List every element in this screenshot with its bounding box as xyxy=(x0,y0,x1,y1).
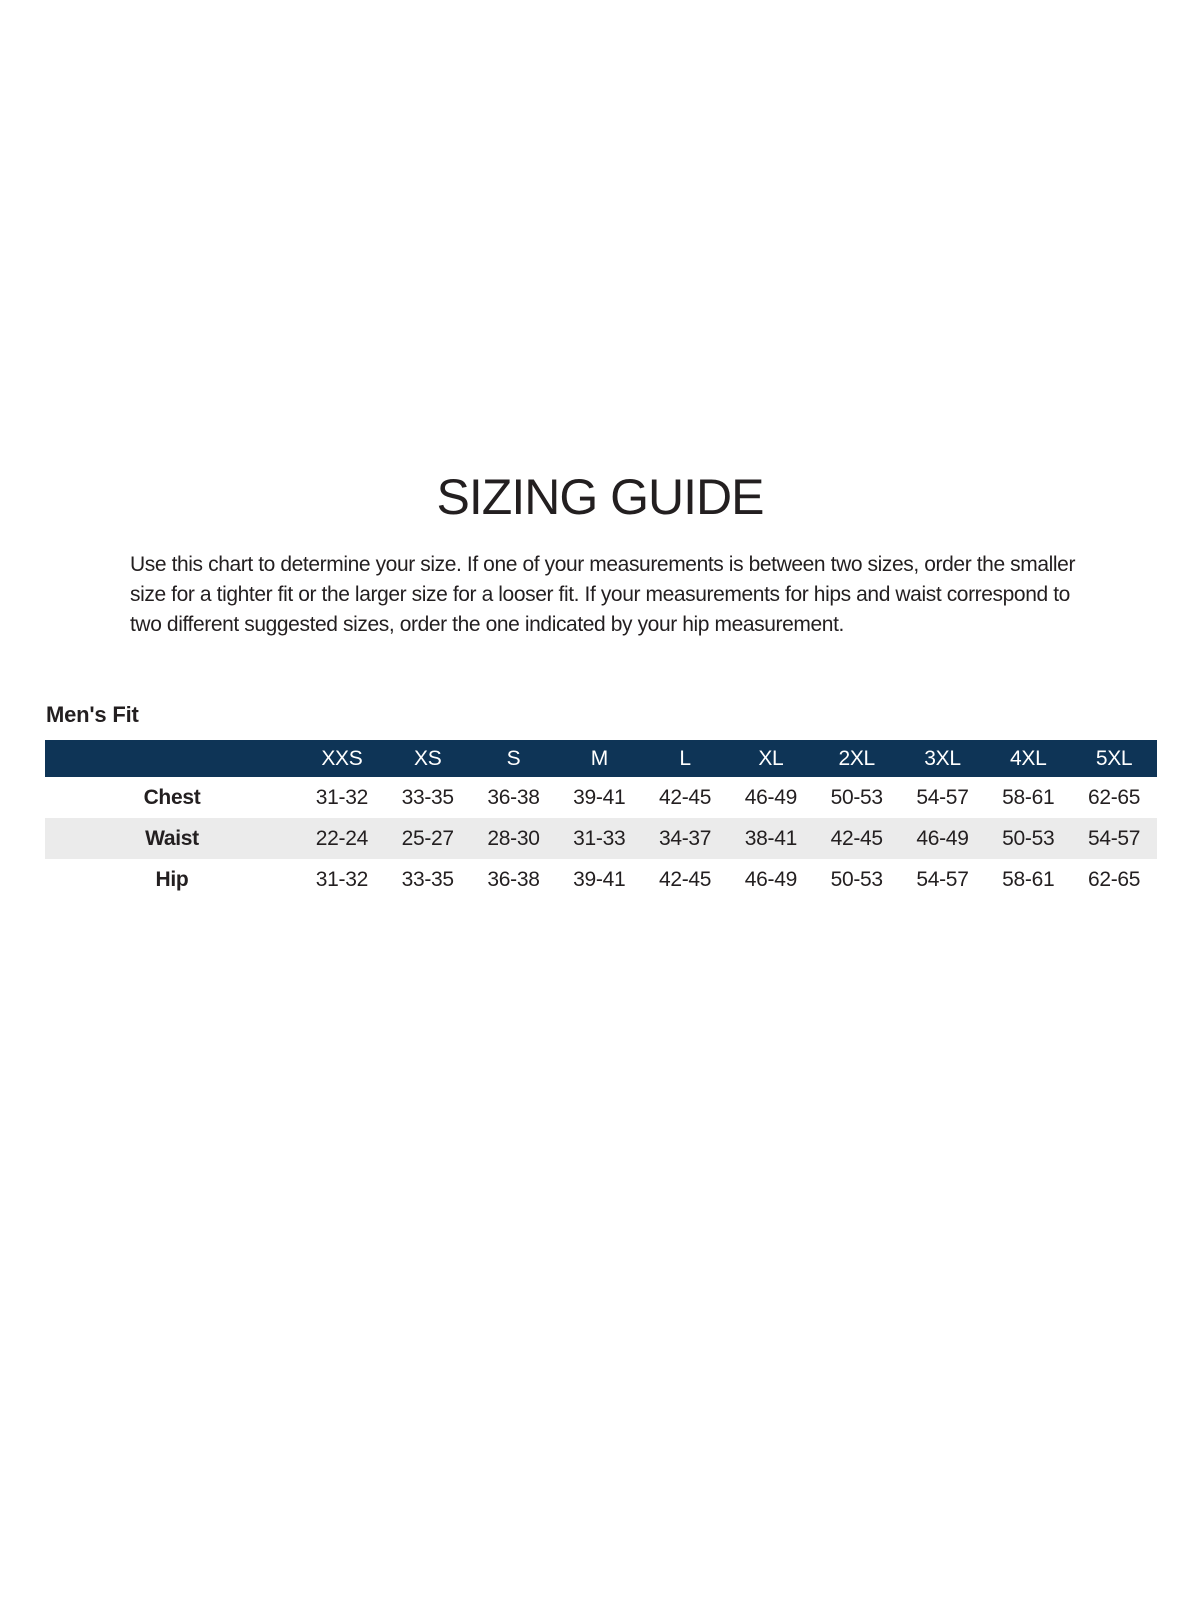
measurement-cell: 36-38 xyxy=(487,785,540,809)
intro-line-1: Use this chart to determine your size. If one of your measurements is between two sizes, order the smaller xyxy=(130,553,1076,576)
intro-line-3: two different suggested sizes, order the one indicated by your hip measurement. xyxy=(130,613,844,636)
measurement-cell: 42-45 xyxy=(658,867,712,891)
measurement-cell: 46-49 xyxy=(744,867,797,891)
measurement-cell: 50-53 xyxy=(830,867,883,891)
size-header-cell-s: S xyxy=(471,740,557,777)
row-label-waist: Waist xyxy=(145,826,199,850)
measurement-cell: 33-35 xyxy=(401,867,454,891)
size-header-cell-3xl: 3XL xyxy=(900,740,986,777)
size-header-cell-xs: XS xyxy=(385,740,471,777)
measurement-cell: 46-49 xyxy=(744,785,797,809)
measurement-cell: 54-57 xyxy=(1087,826,1141,850)
size-header-row xyxy=(45,740,1157,777)
table-row-hip xyxy=(45,859,1157,900)
table-row-waist xyxy=(45,818,1157,859)
table-row-chest xyxy=(45,777,1157,818)
page-title: SIZING GUIDE xyxy=(436,469,764,525)
intro-line-2: size for a tighter fit or the larger size for a looser fit. If your measurements for hips and waist correspond to xyxy=(130,583,1070,606)
measurement-cell: 42-45 xyxy=(830,826,883,850)
intro-paragraph xyxy=(130,550,1090,640)
size-header-cell-m: M xyxy=(556,740,642,777)
measurement-cell: 62-65 xyxy=(1087,867,1141,891)
size-header-cell-5xl: 5XL xyxy=(1071,740,1157,777)
measurement-cell: 31-32 xyxy=(315,867,368,891)
measurement-cell: 34-37 xyxy=(658,826,712,850)
measurement-cell: 33-35 xyxy=(401,785,454,809)
measurement-cell: 31-32 xyxy=(315,785,368,809)
measurement-cell: 42-45 xyxy=(658,785,712,809)
measurement-cell: 50-53 xyxy=(830,785,883,809)
measurement-cell: 39-41 xyxy=(573,785,626,809)
measurement-cell: 46-49 xyxy=(916,826,969,850)
size-header-cell-2xl: 2XL xyxy=(814,740,900,777)
size-header-cell-l: L xyxy=(642,740,728,777)
measurement-cell: 54-57 xyxy=(916,785,969,809)
measurement-cell: 25-27 xyxy=(401,826,454,850)
mens-fit-section-label: Men's Fit xyxy=(46,702,139,727)
measurement-cell: 28-30 xyxy=(487,826,540,850)
size-header-cell-blank xyxy=(45,740,299,777)
measurement-cell: 62-65 xyxy=(1087,785,1141,809)
measurement-cell: 38-41 xyxy=(744,826,797,850)
measurement-cell: 58-61 xyxy=(1002,867,1055,891)
measurement-cell: 36-38 xyxy=(487,867,540,891)
row-label-chest: Chest xyxy=(143,785,201,809)
measurement-cell: 31-33 xyxy=(573,826,626,850)
size-header-cell-4xl: 4XL xyxy=(985,740,1071,777)
measurement-cell: 58-61 xyxy=(1002,785,1055,809)
row-label-hip: Hip xyxy=(155,867,189,891)
measurement-cell: 50-53 xyxy=(1002,826,1055,850)
measurement-cell: 22-24 xyxy=(315,826,368,850)
sizing-table xyxy=(45,740,1157,900)
size-header-cell-xl: XL xyxy=(728,740,814,777)
measurement-cell: 39-41 xyxy=(573,867,626,891)
size-header-cell-xxs: XXS xyxy=(299,740,385,777)
measurement-cell: 54-57 xyxy=(916,867,969,891)
